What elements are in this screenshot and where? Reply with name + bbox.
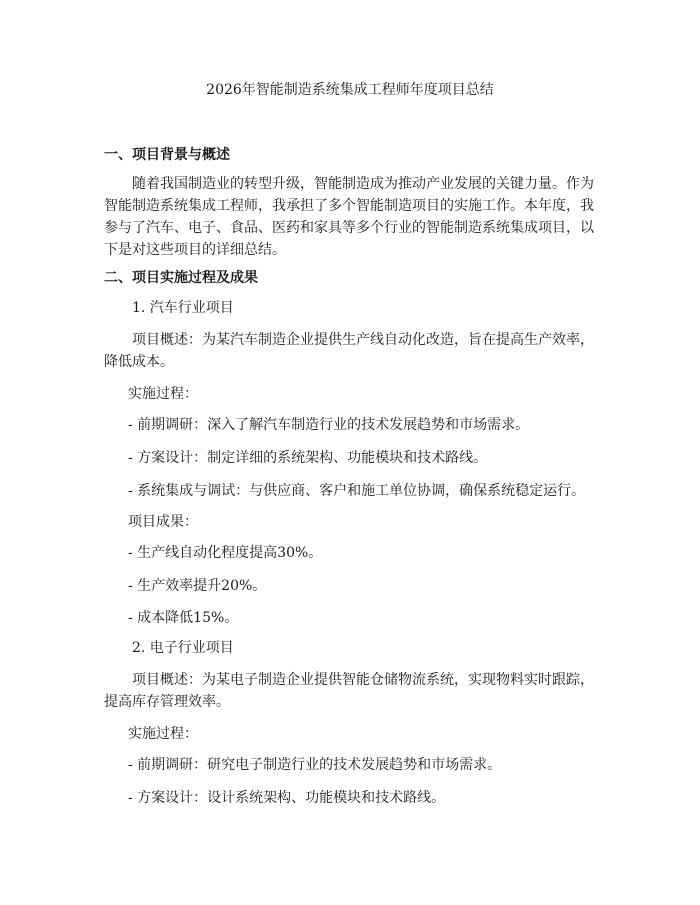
project2-process-label: 实施过程： (128, 726, 198, 742)
project1-overview: 项目概述：为某汽车制造企业提供生产线自动化改造，旨在提高生产效率，降低成本。 (104, 332, 594, 370)
project2-title: 2. 电子行业项目 (132, 640, 234, 656)
project1-process-label: 实施过程： (128, 386, 198, 402)
project1-process-item: - 方案设计：制定详细的系统架构、功能模块和技术路线。 (128, 450, 488, 466)
project1-process-item: - 系统集成与调试：与供应商、客户和施工单位协调，确保系统稳定运行。 (128, 483, 586, 499)
project1-result-item: - 生产效率提升20%。 (128, 578, 267, 594)
background-paragraph: 随着我国制造业的转型升级，智能制造成为推动产业发展的关键力量。作为智能制造系统集成工程师，我承担了多个智能制造项目的实施工作。本年度，我参与了汽车、电子、食品、医药和家具等多个行业的智能制造系统集成项目，以下是对这些项目的详细总结。 (104, 176, 594, 258)
project2-process-item: - 前期调研：研究电子制造行业的技术发展趋势和市场需求。 (128, 757, 502, 773)
project1-result-item: - 生产线自动化程度提高30%。 (128, 545, 323, 561)
project2-process-item: - 方案设计：设计系统架构、功能模块和技术路线。 (128, 790, 446, 806)
section-heading-implementation: 二、项目实施过程及成果 (104, 270, 258, 286)
project1-title: 1. 汽车行业项目 (132, 300, 234, 316)
project1-process-item: - 前期调研：深入了解汽车制造行业的技术发展趋势和市场需求。 (128, 417, 530, 433)
document-title: 2026年智能制造系统集成工程师年度项目总结 (206, 82, 494, 98)
project1-result-label: 项目成果： (128, 514, 198, 530)
project1-result-item: - 成本降低15%。 (128, 610, 239, 626)
section-heading-background: 一、项目背景与概述 (104, 147, 230, 163)
project2-overview: 项目概述：为某电子制造企业提供智能仓储物流系统，实现物料实时跟踪，提高库存管理效率。 (104, 672, 594, 710)
